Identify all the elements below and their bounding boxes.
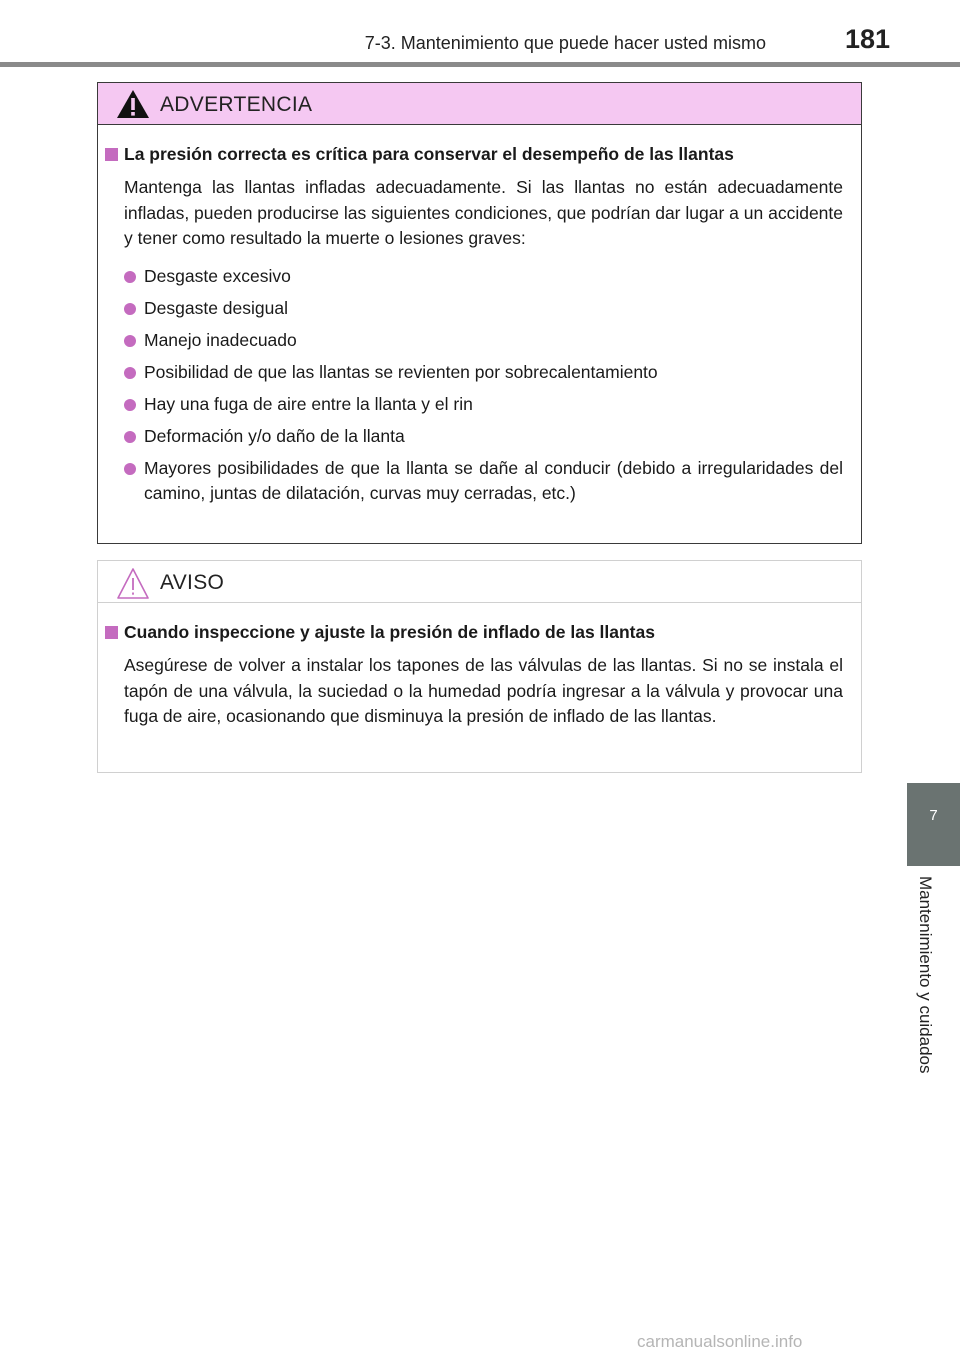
- notice-box-body: [98, 603, 861, 730]
- notice-box-header: [98, 561, 861, 603]
- warning-triangle-icon: [116, 89, 150, 119]
- warning-box-header: [98, 83, 861, 125]
- circle-bullet-icon: [124, 335, 136, 347]
- page-number: 181: [844, 24, 890, 54]
- square-bullet-icon: [105, 148, 118, 161]
- list-item: Desgaste excesivo: [124, 264, 843, 290]
- list-item: Manejo inadecuado: [124, 328, 843, 354]
- warning-box: [97, 82, 862, 544]
- list-item: Hay una fuga de aire entre la llanta y el rin: [124, 392, 843, 418]
- circle-bullet-icon: [124, 431, 136, 443]
- notice-heading: [105, 621, 843, 643]
- warning-paragraph: Mantenga las llantas infladas adecuadamente. Si las llantas no están adecuadamente infladas, pueden producirse las siguientes condiciones, que podrían dar lugar a un accidente y tener como resultado la muerte o lesiones graves:: [124, 177, 843, 248]
- circle-bullet-icon: [124, 463, 136, 475]
- section-title: 7-3. Mantenimiento que puede hacer usted mismo: [364, 33, 766, 53]
- page-header: [0, 0, 960, 66]
- notice-box-title: AVISO: [160, 571, 225, 594]
- chapter-tab: [907, 783, 960, 866]
- circle-bullet-icon: [124, 303, 136, 315]
- circle-bullet-icon: [124, 271, 136, 283]
- notice-paragraph: Asegúrese de volver a instalar los tapones de las válvulas de las llantas. Si no se instala el tapón de una válvula, la suciedad o la humedad podría ingresar a la válvula y provocar una fuga de aire, ocasionando que disminuya la presión de inflado de las llantas.: [124, 655, 843, 726]
- list-item: Posibilidad de que las llantas se revienten por sobrecalentamiento: [124, 360, 843, 386]
- warning-bullet-list: [124, 264, 843, 507]
- caution-triangle-outline-icon: [116, 567, 150, 601]
- circle-bullet-icon: [124, 367, 136, 379]
- notice-box: [97, 560, 862, 773]
- circle-bullet-icon: [124, 399, 136, 411]
- chapter-label: Mantenimiento y cuidados: [916, 876, 935, 1074]
- watermark: carmanualsonline.info: [637, 1332, 803, 1351]
- warning-box-body: [98, 125, 861, 507]
- header-divider: [0, 62, 960, 67]
- list-item: Deformación y/o daño de la llanta: [124, 424, 843, 450]
- warning-heading-text: La presión correcta es crítica para conservar el desempeño de las llantas: [124, 144, 734, 164]
- chapter-number: 7: [929, 807, 938, 824]
- warning-heading: [105, 143, 843, 165]
- square-bullet-icon: [105, 626, 118, 639]
- list-item: Mayores posibilidades de que la llanta se dañe al conducir (debido a irregularidades del camino, juntas de dilatación, curvas muy cerradas, etc.): [124, 456, 843, 507]
- list-item: Desgaste desigual: [124, 296, 843, 322]
- warning-box-title: ADVERTENCIA: [160, 93, 313, 116]
- notice-heading-text: Cuando inspeccione y ajuste la presión de inflado de las llantas: [124, 622, 655, 642]
